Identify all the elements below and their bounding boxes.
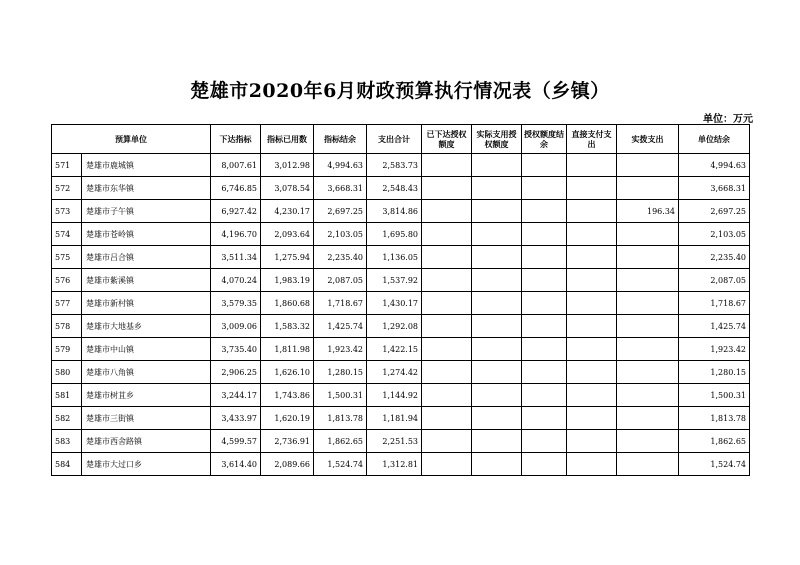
row-unit-name: 楚雄市树苴乡 — [82, 384, 211, 407]
row-unit-name: 楚雄市苍岭镇 — [82, 223, 211, 246]
cell-direct-payment — [567, 361, 617, 384]
row-unit-name: 楚雄市紫溪镇 — [82, 269, 211, 292]
col-header-authorized-balance: 授权额度结余 — [522, 125, 567, 154]
table-row — [52, 384, 750, 407]
cell-authorized-balance — [522, 361, 567, 384]
cell-actual-authorized — [472, 269, 522, 292]
table-row — [52, 223, 750, 246]
cell-actual-authorized — [472, 315, 522, 338]
col-header-actual-authorized: 实际支用授权额度 — [472, 125, 522, 154]
cell-balance: 2,697.25 — [314, 200, 367, 223]
cell-authorized — [422, 200, 472, 223]
cell-direct-payment — [567, 200, 617, 223]
cell-used: 1,743.86 — [261, 384, 314, 407]
cell-authorized — [422, 430, 472, 453]
cell-total-expense: 1,430.17 — [367, 292, 422, 315]
table-row — [52, 338, 750, 361]
cell-used: 1,626.10 — [261, 361, 314, 384]
cell-issued: 4,070.24 — [211, 269, 261, 292]
row-index: 584 — [52, 453, 82, 476]
row-unit-name: 楚雄市中山镇 — [82, 338, 211, 361]
cell-direct-payment — [567, 384, 617, 407]
col-header-unit: 预算单位 — [52, 125, 211, 154]
cell-direct-payment — [567, 177, 617, 200]
table-row — [52, 315, 750, 338]
budget-table — [51, 124, 750, 476]
cell-authorized-balance — [522, 292, 567, 315]
cell-total-expense: 1,292.08 — [367, 315, 422, 338]
cell-total-expense: 2,251.53 — [367, 430, 422, 453]
table-row — [52, 453, 750, 476]
cell-balance: 1,500.31 — [314, 384, 367, 407]
cell-actual-authorized — [472, 177, 522, 200]
row-unit-name: 楚雄市吕合镇 — [82, 246, 211, 269]
cell-direct-payment — [567, 315, 617, 338]
cell-unit-balance: 1,500.31 — [679, 384, 750, 407]
cell-total-expense: 1,274.42 — [367, 361, 422, 384]
cell-authorized — [422, 269, 472, 292]
cell-actual-authorized — [472, 246, 522, 269]
cell-balance: 2,235.40 — [314, 246, 367, 269]
cell-balance: 1,923.42 — [314, 338, 367, 361]
cell-actual-allocation: 196.34 — [617, 200, 679, 223]
row-index: 578 — [52, 315, 82, 338]
cell-used: 1,860.68 — [261, 292, 314, 315]
cell-actual-authorized — [472, 200, 522, 223]
row-index: 579 — [52, 338, 82, 361]
cell-unit-balance: 2,103.05 — [679, 223, 750, 246]
row-unit-name: 楚雄市东华镇 — [82, 177, 211, 200]
cell-unit-balance: 1,280.15 — [679, 361, 750, 384]
table-row — [52, 407, 750, 430]
cell-actual-authorized — [472, 453, 522, 476]
cell-used: 2,736.91 — [261, 430, 314, 453]
row-unit-name: 楚雄市子午镇 — [82, 200, 211, 223]
cell-authorized-balance — [522, 338, 567, 361]
cell-actual-authorized — [472, 292, 522, 315]
cell-actual-authorized — [472, 154, 522, 177]
cell-actual-allocation — [617, 315, 679, 338]
row-unit-name: 楚雄市大地基乡 — [82, 315, 211, 338]
cell-actual-allocation — [617, 223, 679, 246]
cell-authorized — [422, 453, 472, 476]
row-index: 571 — [52, 154, 82, 177]
cell-actual-allocation — [617, 384, 679, 407]
cell-issued: 3,009.06 — [211, 315, 261, 338]
cell-balance: 1,280.15 — [314, 361, 367, 384]
col-header-authorized: 已下达授权额度 — [422, 125, 472, 154]
cell-total-expense: 2,583.73 — [367, 154, 422, 177]
cell-actual-allocation — [617, 430, 679, 453]
cell-balance: 1,524.74 — [314, 453, 367, 476]
col-header-used: 指标已用数 — [261, 125, 314, 154]
cell-unit-balance: 4,994.63 — [679, 154, 750, 177]
cell-unit-balance: 2,697.25 — [679, 200, 750, 223]
col-header-total-expense: 支出合计 — [367, 125, 422, 154]
cell-unit-balance: 2,087.05 — [679, 269, 750, 292]
col-header-direct-payment: 直接支付支出 — [567, 125, 617, 154]
cell-actual-authorized — [472, 384, 522, 407]
cell-issued: 8,007.61 — [211, 154, 261, 177]
cell-total-expense: 1,181.94 — [367, 407, 422, 430]
row-index: 576 — [52, 269, 82, 292]
cell-total-expense: 1,422.15 — [367, 338, 422, 361]
cell-unit-balance: 1,524.74 — [679, 453, 750, 476]
row-index: 583 — [52, 430, 82, 453]
cell-actual-authorized — [472, 430, 522, 453]
row-index: 582 — [52, 407, 82, 430]
cell-total-expense: 1,312.81 — [367, 453, 422, 476]
cell-actual-authorized — [472, 338, 522, 361]
cell-authorized-balance — [522, 384, 567, 407]
cell-issued: 3,614.40 — [211, 453, 261, 476]
row-unit-name: 楚雄市新村镇 — [82, 292, 211, 315]
cell-direct-payment — [567, 430, 617, 453]
cell-used: 4,230.17 — [261, 200, 314, 223]
cell-actual-allocation — [617, 407, 679, 430]
table-row — [52, 246, 750, 269]
cell-unit-balance: 1,862.65 — [679, 430, 750, 453]
cell-direct-payment — [567, 269, 617, 292]
cell-direct-payment — [567, 453, 617, 476]
cell-used: 1,811.98 — [261, 338, 314, 361]
cell-actual-allocation — [617, 338, 679, 361]
row-unit-name: 楚雄市三街镇 — [82, 407, 211, 430]
col-header-actual-allocation: 实拨支出 — [617, 125, 679, 154]
cell-used: 2,093.64 — [261, 223, 314, 246]
cell-direct-payment — [567, 407, 617, 430]
cell-authorized — [422, 177, 472, 200]
cell-used: 1,583.32 — [261, 315, 314, 338]
cell-authorized-balance — [522, 246, 567, 269]
unit-label: 单位：万元 — [703, 114, 753, 125]
cell-balance: 1,425.74 — [314, 315, 367, 338]
cell-used: 1,275.94 — [261, 246, 314, 269]
cell-balance: 3,668.31 — [314, 177, 367, 200]
row-index: 572 — [52, 177, 82, 200]
cell-used: 3,012.98 — [261, 154, 314, 177]
row-index: 577 — [52, 292, 82, 315]
cell-issued: 3,579.35 — [211, 292, 261, 315]
row-unit-name: 楚雄市八角镇 — [82, 361, 211, 384]
row-unit-name: 楚雄市鹿城镇 — [82, 154, 211, 177]
row-index: 575 — [52, 246, 82, 269]
cell-balance: 4,994.63 — [314, 154, 367, 177]
cell-issued: 3,433.97 — [211, 407, 261, 430]
cell-total-expense: 1,537.92 — [367, 269, 422, 292]
cell-unit-balance: 1,425.74 — [679, 315, 750, 338]
col-header-balance: 指标结余 — [314, 125, 367, 154]
cell-authorized-balance — [522, 269, 567, 292]
cell-direct-payment — [567, 223, 617, 246]
cell-unit-balance: 3,668.31 — [679, 177, 750, 200]
cell-issued: 3,735.40 — [211, 338, 261, 361]
cell-balance: 2,087.05 — [314, 269, 367, 292]
table-header-row — [52, 125, 750, 154]
cell-balance: 1,813.78 — [314, 407, 367, 430]
cell-unit-balance: 1,923.42 — [679, 338, 750, 361]
cell-authorized-balance — [522, 223, 567, 246]
cell-balance: 1,862.65 — [314, 430, 367, 453]
cell-used: 2,089.66 — [261, 453, 314, 476]
cell-actual-authorized — [472, 361, 522, 384]
cell-actual-allocation — [617, 361, 679, 384]
cell-actual-allocation — [617, 246, 679, 269]
cell-actual-authorized — [472, 407, 522, 430]
cell-authorized-balance — [522, 177, 567, 200]
cell-total-expense: 1,695.80 — [367, 223, 422, 246]
table-row — [52, 177, 750, 200]
page-title: 楚雄市2020年6月财政预算执行情况表（乡镇） — [190, 80, 610, 102]
cell-authorized — [422, 223, 472, 246]
cell-balance: 1,718.67 — [314, 292, 367, 315]
cell-total-expense: 2,548.43 — [367, 177, 422, 200]
cell-issued: 6,746.85 — [211, 177, 261, 200]
cell-authorized — [422, 246, 472, 269]
cell-issued: 4,196.70 — [211, 223, 261, 246]
cell-authorized — [422, 407, 472, 430]
table-row — [52, 361, 750, 384]
cell-total-expense: 1,136.05 — [367, 246, 422, 269]
cell-direct-payment — [567, 338, 617, 361]
row-unit-name: 楚雄市西舍路镇 — [82, 430, 211, 453]
col-header-issued: 下达指标 — [211, 125, 261, 154]
table-row — [52, 292, 750, 315]
cell-authorized-balance — [522, 200, 567, 223]
cell-authorized — [422, 384, 472, 407]
cell-used: 1,620.19 — [261, 407, 314, 430]
cell-issued: 3,244.17 — [211, 384, 261, 407]
row-index: 580 — [52, 361, 82, 384]
cell-authorized — [422, 315, 472, 338]
col-header-unit-balance: 单位结余 — [679, 125, 750, 154]
cell-actual-allocation — [617, 453, 679, 476]
cell-issued: 2,906.25 — [211, 361, 261, 384]
table-row — [52, 269, 750, 292]
cell-balance: 2,103.05 — [314, 223, 367, 246]
cell-actual-authorized — [472, 223, 522, 246]
cell-authorized — [422, 154, 472, 177]
table-row — [52, 200, 750, 223]
cell-authorized — [422, 338, 472, 361]
cell-authorized-balance — [522, 154, 567, 177]
cell-issued: 4,599.57 — [211, 430, 261, 453]
cell-direct-payment — [567, 246, 617, 269]
cell-issued: 3,511.34 — [211, 246, 261, 269]
cell-authorized — [422, 361, 472, 384]
cell-authorized — [422, 292, 472, 315]
cell-actual-allocation — [617, 292, 679, 315]
cell-authorized-balance — [522, 407, 567, 430]
row-unit-name: 楚雄市大过口乡 — [82, 453, 211, 476]
cell-direct-payment — [567, 154, 617, 177]
row-index: 574 — [52, 223, 82, 246]
table-row — [52, 154, 750, 177]
cell-unit-balance: 1,813.78 — [679, 407, 750, 430]
cell-unit-balance: 1,718.67 — [679, 292, 750, 315]
cell-used: 1,983.19 — [261, 269, 314, 292]
cell-authorized-balance — [522, 430, 567, 453]
cell-authorized-balance — [522, 315, 567, 338]
cell-direct-payment — [567, 292, 617, 315]
row-index: 581 — [52, 384, 82, 407]
cell-actual-allocation — [617, 177, 679, 200]
cell-total-expense: 3,814.86 — [367, 200, 422, 223]
cell-total-expense: 1,144.92 — [367, 384, 422, 407]
cell-authorized-balance — [522, 453, 567, 476]
cell-actual-allocation — [617, 154, 679, 177]
row-index: 573 — [52, 200, 82, 223]
table-row — [52, 430, 750, 453]
cell-used: 3,078.54 — [261, 177, 314, 200]
cell-issued: 6,927.42 — [211, 200, 261, 223]
cell-unit-balance: 2,235.40 — [679, 246, 750, 269]
cell-actual-allocation — [617, 269, 679, 292]
